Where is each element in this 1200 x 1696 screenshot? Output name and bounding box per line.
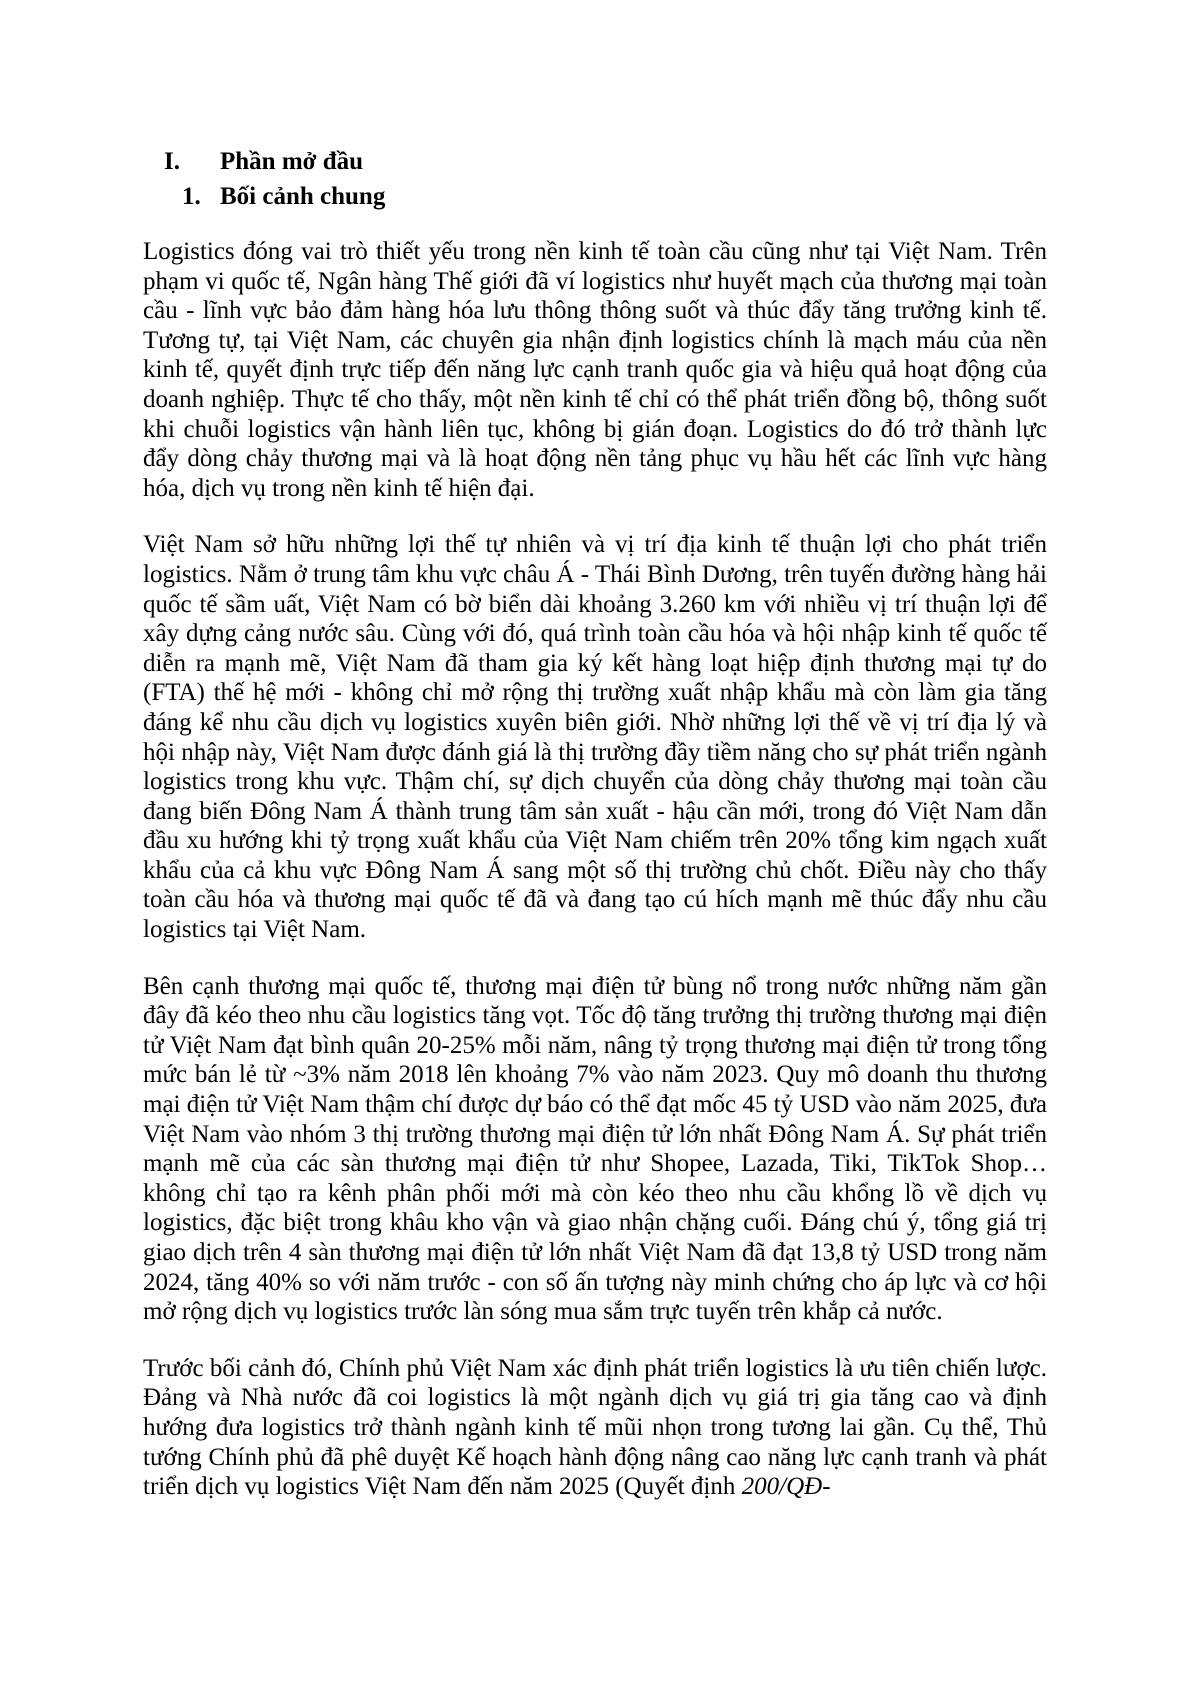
body-text	[143, 237, 1047, 1529]
paragraph-text: Trước bối cảnh đó, Chính phủ Việt Nam xác định phát triển logistics là ưu tiên chiến lược. Đảng và Nhà nước đã coi logistics là một ngành dịch vụ giá trị gia tăng cao và định hướng đưa logistics trở thành ngành kinh tế mũi nhọn trong tương lai gần. Cụ thể, Thủ tướng Chính phủ đã phê duyệt Kế hoạch hành động nâng cao năng lực cạnh tranh và phát triển dịch vụ logistics Việt Nam đến năm 2025 (Quyết định	[143, 1354, 1047, 1501]
paragraph	[143, 1354, 1047, 1502]
paragraph: Bên cạnh thương mại quốc tế, thương mại điện tử bùng nổ trong nước những năm gần đây đã kéo theo nhu cầu logistics tăng vọt. Tốc độ tăng trưởng thị trường thương mại điện tử Việt Nam đạt bình quân 20-25% mỗi năm, nâng tỷ trọng thương mại điện tử trong tổng mức bán lẻ từ ~3% năm 2018 lên khoảng 7% vào năm 2023. Quy mô doanh thu thương mại điện tử Việt Nam thậm chí được dự báo có thể đạt mốc 45 tỷ USD vào năm 2025, đưa Việt Nam vào nhóm 3 thị trường thương mại điện tử lớn nhất Đông Nam Á. Sự phát triển mạnh mẽ của các sàn thương mại điện tử như Shopee, Lazada, Tiki, TikTok Shop… không chỉ tạo ra kênh phân phối mới mà còn kéo theo nhu cầu khổng lồ về dịch vụ logistics, đặc biệt trong khâu kho vận và giao nhận chặng cuối. Đáng chú ý, tổng giá trị giao dịch trên 4 sàn thương mại điện tử lớn nhất Việt Nam đã đạt 13,8 tỷ USD trong năm 2024, tăng 40% so với năm trước - con số ấn tượng này minh chứng cho áp lực và cơ hội mở rộng dịch vụ logistics trước làn sóng mua sắm trực tuyến trên khắp cả nước.	[143, 972, 1047, 1326]
subsection-title: Bối cảnh chung	[220, 183, 386, 210]
section-title: Phần mở đầu	[220, 148, 364, 175]
section-number: I.	[164, 148, 180, 175]
decision-reference: 200/QĐ-	[741, 1473, 831, 1501]
subsection-heading	[182, 181, 385, 213]
paragraph: Logistics đóng vai trò thiết yếu trong nền kinh tế toàn cầu cũng như tại Việt Nam. Trên phạm vi quốc tế, Ngân hàng Thế giới đã ví logistics như huyết mạch của thương mại toàn cầu - lĩnh vực bảo đảm hàng hóa lưu thông thông suốt và thúc đẩy tăng trưởng kinh tế. Tương tự, tại Việt Nam, các chuyên gia nhận định logistics chính là mạch máu của nền kinh tế, quyết định trực tiếp đến năng lực cạnh tranh quốc gia và hiệu quả hoạt động của doanh nghiệp. Thực tế cho thấy, một nền kinh tế chỉ có thể phát triển đồng bộ, thông suốt khi chuỗi logistics vận hành liên tục, không bị gián đoạn. Logistics do đó trở thành lực đẩy dòng chảy thương mại và là hoạt động nền tảng phục vụ hầu hết các lĩnh vực hàng hóa, dịch vụ trong nền kinh tế hiện đại.	[143, 238, 1047, 502]
section-heading	[164, 146, 363, 178]
paragraph: Việt Nam sở hữu những lợi thế tự nhiên và vị trí địa kinh tế thuận lợi cho phát triển logistics. Nằm ở trung tâm khu vực châu Á - Thái Bình Dương, trên tuyến đường hàng hải quốc tế sầm uất, Việt Nam có bờ biển dài khoảng 3.260 km với nhiều vị trí thuận lợi để xây dựng cảng nước sâu. Cùng với đó, quá trình toàn cầu hóa và hội nhập kinh tế quốc tế diễn ra mạnh mẽ, Việt Nam đã tham gia ký kết hàng loạt hiệp định thương mại tự do (FTA) thế hệ mới - không chỉ mở rộng thị trường xuất nhập khẩu mà còn làm gia tăng đáng kể nhu cầu dịch vụ logistics xuyên biên giới. Nhờ những lợi thế về vị trí địa lý và hội nhập này, Việt Nam được đánh giá là thị trường đầy tiềm năng cho sự phát triển ngành logistics trong khu vực. Thậm chí, sự dịch chuyển của dòng chảy thương mại toàn cầu đang biến Đông Nam Á thành trung tâm sản xuất - hậu cần mới, trong đó Việt Nam dẫn đầu xu hướng khi tỷ trọng xuất khẩu của Việt Nam chiếm trên 20% tổng kim ngạch xuất khẩu của cả khu vực Đông Nam Á sang một số thị trường chủ chốt. Điều này cho thấy toàn cầu hóa và thương mại quốc tế đã và đang tạo cú hích mạnh mẽ thúc đẩy nhu cầu logistics tại Việt Nam.	[143, 531, 1048, 944]
subsection-number: 1.	[182, 183, 201, 210]
